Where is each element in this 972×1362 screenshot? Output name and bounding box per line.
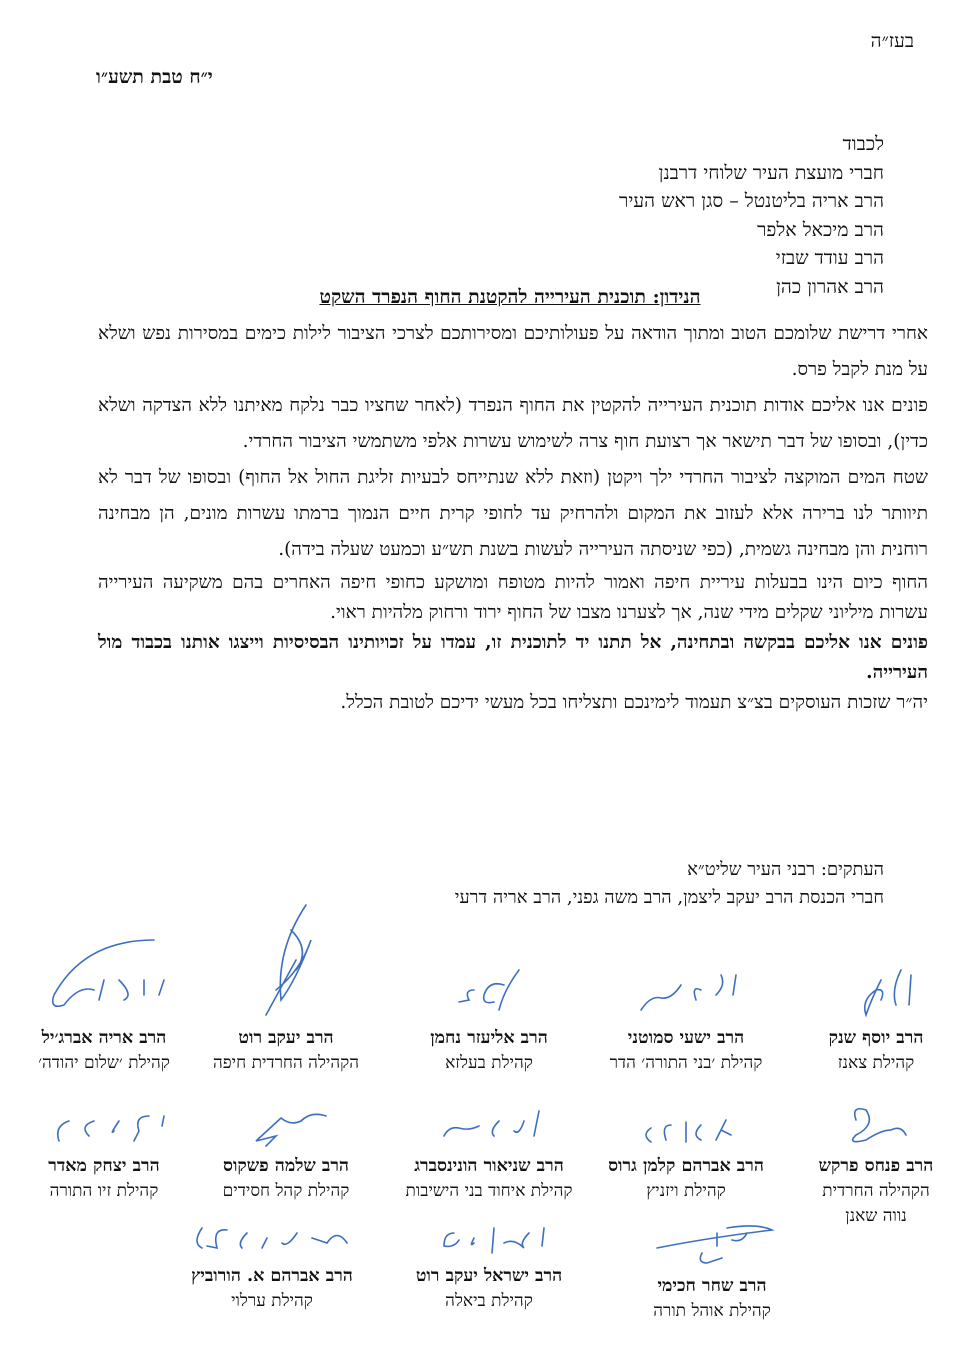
signature-block: הרב שניאור הונינסברג קהילת איחוד בני הישיבות <box>389 1106 589 1204</box>
addressee-block <box>619 130 884 301</box>
paragraph-greeting: אחרי דרישת שלומכם הטוב ומתוך הודאה על פעולותיכם ומסירותכם לצרכי הציבור לילות כימים במסירות נפש ושלא על מנת לקבל פרס. <box>98 323 928 380</box>
handwritten-signature-icon <box>647 1218 777 1268</box>
paragraph-request: פונים אנו אליכם בבקשה ובתחינה, אל תתנו יד לתוכנית זו, עמדו על זכויותינו הבסיסיות וייצגו אותנו בכבוד מול העירייה. <box>98 632 928 683</box>
handwritten-signature-icon <box>424 1218 554 1258</box>
signature-block: הרב אברהם קלמן גרוס קהילת ויזניץ <box>586 1110 786 1204</box>
signature-block: הרב אברהם א. הורוביץ קהילת ערלוי <box>172 1218 372 1314</box>
signature-block: הרב יעקב רוט הקהילה החרדית חיפה <box>186 900 386 1076</box>
addressee-line: הרב מיכאל אלפר <box>757 218 884 241</box>
handwritten-signature-icon <box>236 900 336 1020</box>
hebrew-date: י״ח טבת תשע״ו <box>96 66 213 88</box>
handwritten-signature-icon <box>836 1100 916 1148</box>
addressee-line: הרב אריה בליטנטל – סגן ראש העיר <box>619 190 884 212</box>
handwritten-signature-icon <box>429 1106 549 1148</box>
cc-block <box>455 856 884 912</box>
signature-block: הרב יצחק מאדר קהילת זיו התורה <box>4 1106 204 1204</box>
handwritten-signature-icon <box>831 960 921 1020</box>
blessing-header: בעז״ה <box>870 30 914 52</box>
handwritten-signature-icon <box>444 960 534 1020</box>
handwritten-signature-icon <box>621 960 751 1020</box>
addressee-line: הרב אהרון כהן <box>776 275 884 298</box>
handwritten-signature-icon <box>24 935 184 1020</box>
signature-block: הרב אליעזר נחמן קהילת בעלזא <box>389 960 589 1076</box>
paragraph-ownership: החוף כיום הינו בבעלות עיריית חיפה ואמור להיות מטופח ומושקע כחופי חיפה האחרים בהם משקיעה העירייה עשרות מיליוני שקלים מידי שנה, אך לצערנו מצבו של החוף ירוד ורחוק מלהיות ראוי. <box>98 572 928 623</box>
paragraph-blessing: יה״ר שזכות העוסקים בצ״צ תעמוד לימינכם ותצליחו בכל מעשי ידיכם לטובת הכלל. <box>340 692 928 713</box>
subject-line: הנידון: תוכנית העירייה להקטנת החוף הנפרד השקט <box>319 286 701 308</box>
cc-line: חברי הכנסת הרב יעקב ליצמן, הרב משה גפני, הרב אריה דרעי <box>454 887 884 908</box>
salutation: לכבוד <box>842 133 884 155</box>
addressee-line: חברי מועצת העיר שלוחי דרבנן <box>658 161 884 184</box>
signature-block: הרב אריה אברג׳יל קהילת ׳שלום יהודה׳ <box>4 935 204 1076</box>
signature-block: הרב ישעי סמוטני קהילת ׳בני התורה׳ הדר <box>586 960 786 1076</box>
handwritten-signature-icon <box>631 1110 741 1148</box>
handwritten-signature-icon <box>236 1106 336 1148</box>
handwritten-signature-icon <box>34 1106 174 1148</box>
paragraph-water-area: שטח המים המוקצה לציבור החרדי ילך ויקטן (וזאת ללא שנתייחס לבעיות זליגת החול אל החוף) ובסופו של דבר לא תיוותר לנו ברירה אלא לעזוב את המקום ולהרחיק עד לחופי קרית חיים הנמוך ברמתו עשרות מונים, הן מבחינה רוחנית והן מבחינה גשמית, (כפי שניסתה העירייה לעשות בשנת תש״ע וכמעט שעלה בידה). <box>98 467 928 560</box>
signature-block: הרב שחר חכימי קהילת אוהל תורה <box>612 1218 812 1324</box>
signature-block: הרב יוסף שנק קהילת צאנז <box>776 960 972 1076</box>
signature-block: הרב פנחס פרקש הקהילה החרדית נווה שאנן <box>776 1100 972 1229</box>
addressee-line: הרב עודד שבזי <box>775 247 884 269</box>
letter-body <box>98 316 928 718</box>
signature-block: הרב שלמה פשקוס קהילת קהל חסידים <box>186 1106 386 1204</box>
signature-block: הרב ישראל יעקב רוט קהילת ביאלה <box>389 1218 589 1314</box>
handwritten-signature-icon <box>187 1218 357 1258</box>
paragraph-plan: פונים אנו אליכם אודות תוכנית העירייה להקטין את החוף הנפרד (לאחר שחציו כבר נלקח מאיתנו ללא הצדקה ושלא כדין), ובסופו של דבר תישאר אך רצועת חוף צרה לשימוש עשרות אלפי משתמשי הציבור החרדי. <box>98 395 928 452</box>
cc-line: העתקים: רבני העיר שליט״א <box>687 859 884 880</box>
